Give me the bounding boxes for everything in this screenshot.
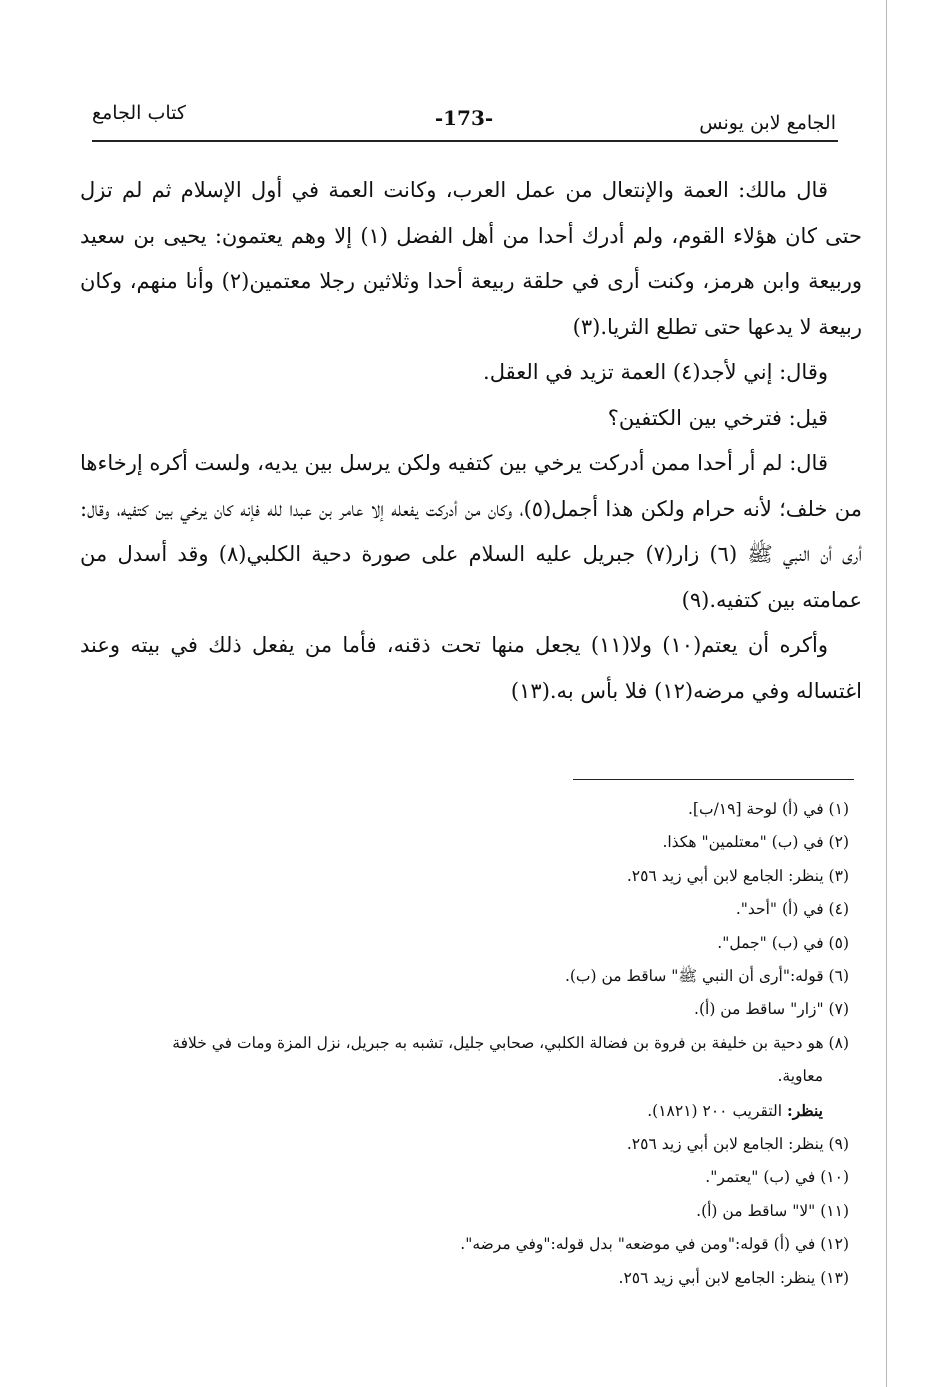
page-header: [92, 98, 836, 142]
footnotes: [76, 793, 851, 1295]
paragraph-4: قال: لم أر أحدا ممن أدركت يرخي بين كتفيه ولكن يرسل بين يديه، ولست أكره إرخاءها من خلف؛ لأنه حرام ولكن هذا أجمل(٥)، وكان من أدركت يفعله إلا عامر بن عبدا لله فإنه كان يرخي بين كتفيه، وقال: أرى أن النبي ﷺ (٦) زار(٧) جبريل عليه السلام على صورة دحية الكلبي(٨) وقد أسدل من عمامته بين كتفيه.(٩): [80, 451, 862, 612]
paragraph-2: وقال: إني لأجد(٤) العمة تزيد في العقل.: [483, 360, 828, 384]
footnote-7: (٧) "زار" ساقط من (أ).: [694, 1000, 849, 1019]
footnote-10: (١٠) في (ب) "يعتمر".: [705, 1168, 849, 1187]
footnote-4: (٤) في (أ) "أحد".: [735, 900, 849, 919]
footnote-1: (١) في (أ) لوحة [١٩/ب].: [688, 800, 849, 818]
footnote-8-reference-label: ينظر:: [787, 1100, 823, 1120]
footnote-5: (٥) في (ب) "جمل".: [717, 933, 849, 952]
footnote-2: (٢) في (ب) "معتلمين" هكذا.: [662, 833, 849, 852]
footnote-3: (٣) ينظر: الجامع لابن أبي زيد ٢٥٦.: [626, 866, 849, 885]
footnote-8-continued: معاوية.: [777, 1067, 823, 1086]
paragraph-3: قيل: فترخي بين الكتفين؟: [607, 405, 828, 430]
paragraph-1: قال مالك: العمة والإنتعال من عمل العرب، وكانت العمة في أول الإسلام ثم لم تزل حتى كان هؤلاء القوم، ولم أدرك أحدا من أهل الفضل (١) إلا وهم يعتمون: يحيى بن سعيد وربيعة وابن هرمز، وكنت أرى في حلقة ربيعة أحدا وثلاثين رجلا معتمين(٢) وأنا منهم، وكان ربيعة لا يدعها حتى تطلع الثريا.(٣): [80, 178, 862, 339]
footnote-13: (١٣) ينظر: الجامع لابن أبي زيد ٢٥٦.: [618, 1268, 849, 1287]
footnote-8-reference-text: التقريب ٢٠٠ (١٨٢١).: [647, 1101, 783, 1120]
footnote-separator: [573, 779, 854, 780]
footnote-9: (٩) ينظر: الجامع لابن أبي زيد ٢٥٦.: [626, 1135, 849, 1154]
paragraph-5: وأكره أن يعتم(١٠) ولا(١١) يجعل منها تحت ذقنه، فأما من يفعل ذلك في بيته وعند اغتساله وفي مرضه(١٢) فلا بأس به.(١٣): [80, 633, 862, 703]
page-edge-line: [886, 0, 887, 1387]
running-head-chapter: كتاب الجامع: [92, 102, 186, 124]
footnote-8: (٨) هو دحية بن خليفة بن فروة بن فضالة الكلبي، صحابي جليل، تشبه به جبريل، نزل المزة ومات في خلافة: [172, 1033, 849, 1052]
running-head-book: الجامع لابن يونس: [699, 112, 836, 134]
footnote-11: (١١) "لا" ساقط من (أ).: [696, 1201, 849, 1220]
footnote-8-reference: [76, 1094, 851, 1128]
footnote-6: (٦) قوله:"أرى أن النبي ﷺ" ساقط من (ب).: [564, 967, 849, 986]
page-number: -173-: [434, 106, 494, 130]
footnote-12: (١٢) في (أ) قوله:"ومن في موضعه" بدل قوله:"وفي مرضه".: [460, 1235, 849, 1254]
header-rule: [92, 140, 838, 142]
main-text: [80, 168, 862, 714]
